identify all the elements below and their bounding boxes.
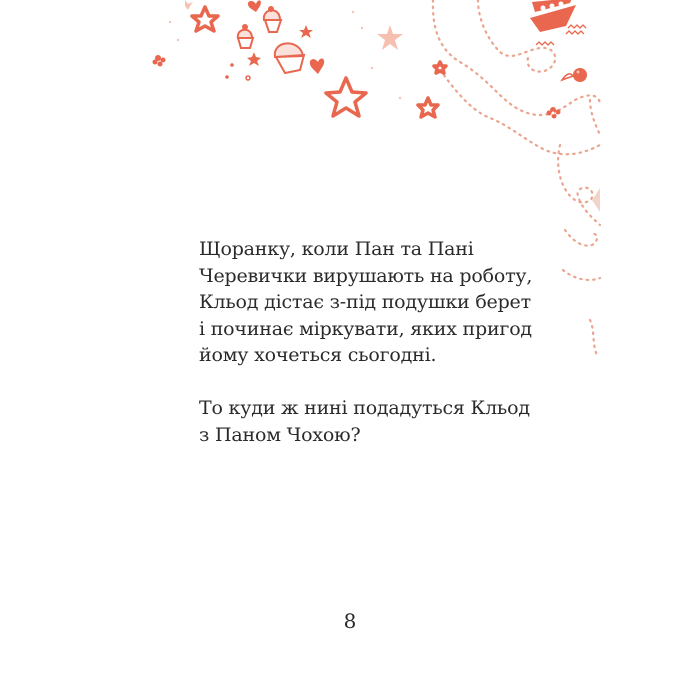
text-line: Черевички вирушають на роботу, — [199, 264, 533, 287]
page-body-text — [199, 236, 533, 475]
text-line: йому хочеться сьогодні. — [199, 344, 437, 366]
page-number: 8 — [343, 609, 357, 633]
text-line: Кльод дістає з-під подушки берет — [199, 291, 531, 313]
paragraph-2 — [199, 395, 530, 448]
text-line: То куди ж нині подадуться Кльод — [199, 397, 530, 419]
paragraph-1 — [199, 236, 533, 369]
text-line: Щоранку, коли Пан та Пані — [199, 238, 474, 260]
text-line: і починає міркувати, яких пригод — [199, 317, 532, 340]
text-line: з Паном Чохою? — [199, 423, 361, 446]
